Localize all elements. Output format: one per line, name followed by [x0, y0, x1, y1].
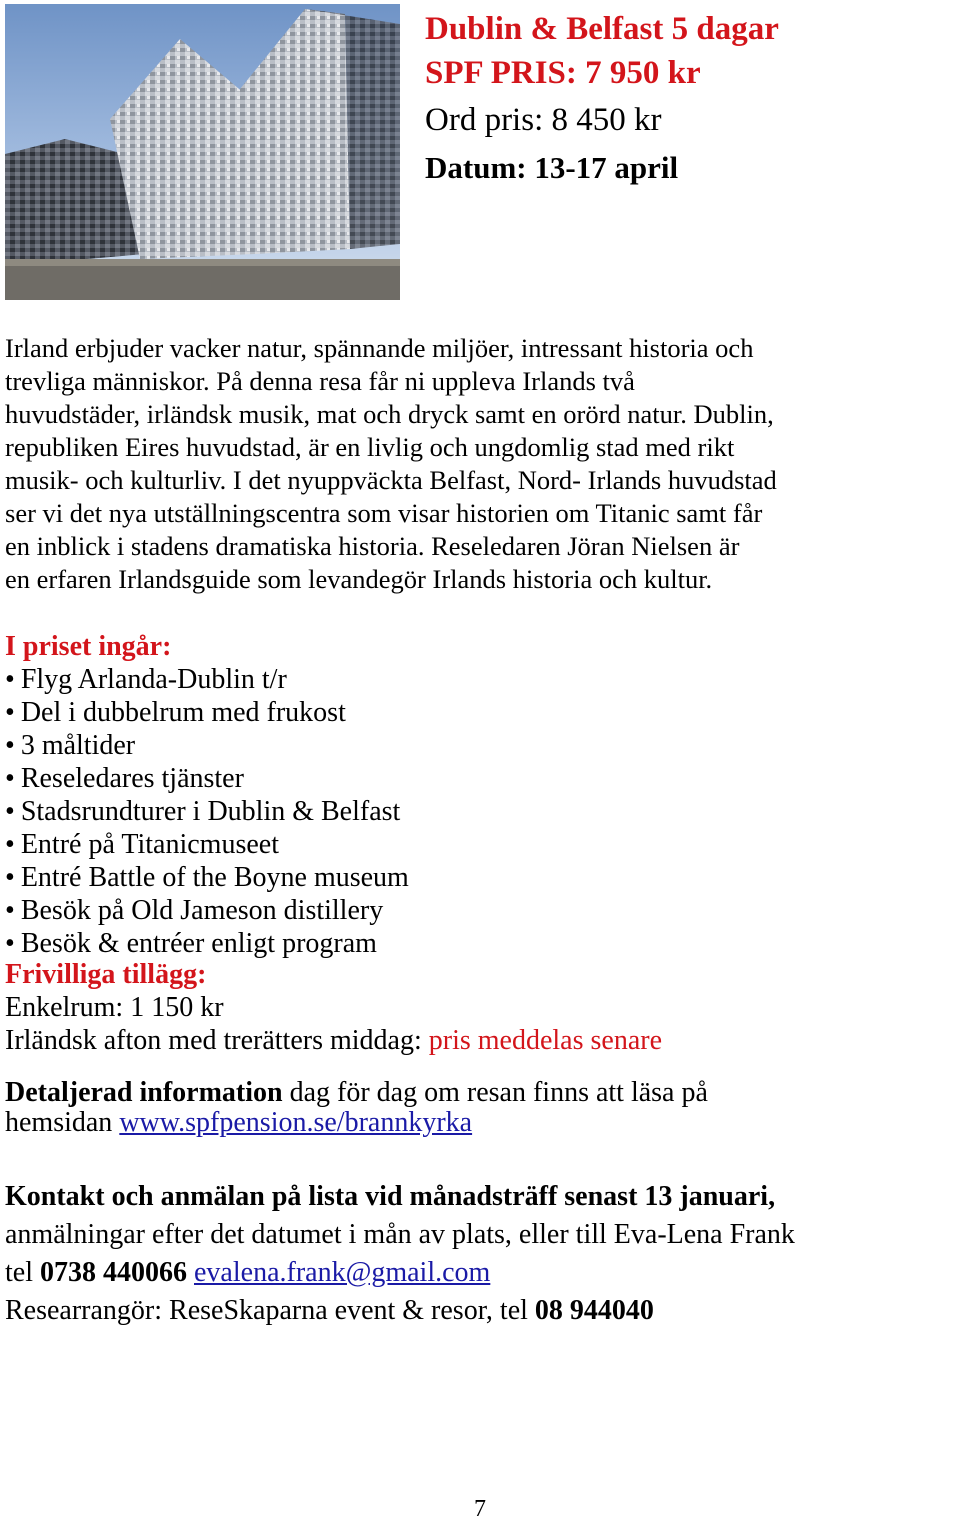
contact-section	[5, 1178, 955, 1330]
bullet-icon: •	[5, 928, 15, 959]
irish-evening-line	[5, 1024, 955, 1057]
optional-section	[5, 958, 955, 1057]
list-item-text: 3 måltider	[20, 730, 136, 761]
intro-line: republiken Eires huvudstad, är en livlig och ungdomlig stad med rikt	[5, 432, 735, 462]
contact-phone: 0738 440066	[40, 1257, 187, 1288]
list-item	[5, 663, 955, 696]
irish-evening-price: pris meddelas senare	[428, 1025, 662, 1056]
list-item	[5, 729, 955, 762]
intro-line: en erfaren Irlandsguide som levandegör Irlands historia och kultur.	[5, 564, 713, 594]
list-item-text: Del i dubbelrum med frukost	[20, 697, 346, 728]
details-paragraph	[5, 1078, 885, 1138]
list-item-text: Besök & entréer enligt program	[20, 928, 377, 959]
list-item-text: Entré på Titanicmuseet	[20, 829, 279, 860]
organizer-phone: 08 944040	[534, 1295, 654, 1326]
details-text: dag för dag om resan finns att läsa på	[282, 1077, 708, 1108]
list-item	[5, 795, 955, 828]
organizer-line	[5, 1292, 955, 1330]
list-item	[5, 861, 955, 894]
list-item-text: Entré Battle of the Boyne museum	[20, 862, 409, 893]
list-item	[5, 828, 955, 861]
email-link[interactable]: evalena.frank@gmail.com	[194, 1257, 491, 1288]
page-number: 7	[474, 1496, 486, 1522]
list-item-text: Besök på Old Jameson distillery	[20, 895, 384, 926]
intro-line: ser vi det nya utställningscentra som visar historien om Titanic samt får	[5, 498, 763, 528]
contact-heading-text: Kontakt och anmälan på lista vid månadsträff senast 13 januari,	[5, 1181, 776, 1212]
intro-line: Irland erbjuder vacker natur, spännande miljöer, intressant historia och	[5, 333, 754, 363]
intro-paragraph	[5, 332, 960, 596]
list-item	[5, 696, 955, 729]
bullet-icon: •	[5, 730, 15, 761]
details-text-2: hemsidan	[5, 1107, 120, 1138]
titanic-building-photo	[5, 4, 400, 300]
list-item	[5, 894, 955, 927]
irish-evening-label: Irländsk afton med trerätters middag:	[5, 1025, 429, 1056]
list-item-text: Stadsrundturer i Dublin & Belfast	[20, 796, 401, 827]
trip-header	[425, 8, 945, 191]
bullet-icon: •	[5, 829, 15, 860]
included-list	[5, 663, 955, 960]
optional-heading: Frivilliga tillägg:	[5, 959, 207, 990]
intro-line: trevliga människor. På denna resa får ni uppleva Irlands två	[5, 366, 635, 396]
included-heading: I priset ingår:	[5, 631, 172, 662]
list-item	[5, 927, 955, 960]
bullet-icon: •	[5, 895, 15, 926]
ordinary-price: Ord pris: 8 450 kr	[425, 102, 662, 138]
bullet-icon: •	[5, 796, 15, 827]
bullet-icon: •	[5, 664, 15, 695]
trip-title: Dublin & Belfast 5 dagar	[425, 11, 779, 47]
included-section	[5, 630, 955, 960]
list-item-text: Reseledares tjänster	[20, 763, 244, 794]
intro-line: en inblick i stadens dramatiska historia. Reseledaren Jöran Nielsen är	[5, 531, 740, 561]
organizer-label: Researrangör: ReseSkaparna event & resor, tel	[5, 1295, 535, 1326]
website-link[interactable]: www.spfpension.se/brannkyrka	[119, 1107, 473, 1138]
trip-date: Datum: 13-17 april	[425, 150, 679, 185]
contact-line: anmälningar efter det datumet i mån av plats, eller till Eva-Lena Frank	[5, 1219, 795, 1250]
tel-label: tel	[5, 1257, 40, 1288]
intro-line: huvudstäder, irländsk musik, mat och dryck samt en orörd natur. Dublin,	[5, 399, 774, 429]
single-room-price: Enkelrum: 1 150 kr	[5, 992, 224, 1023]
spf-price: SPF PRIS: 7 950 kr	[425, 55, 701, 91]
list-item-text: Flyg Arlanda-Dublin t/r	[20, 664, 287, 695]
bullet-icon: •	[5, 862, 15, 893]
bullet-icon: •	[5, 763, 15, 794]
details-lead: Detaljerad information	[5, 1077, 283, 1108]
intro-line: musik- och kulturliv. I det nyuppväckta Belfast, Nord- Irlands huvudstad	[5, 465, 777, 495]
contact-heading	[5, 1178, 955, 1216]
list-item	[5, 762, 955, 795]
bullet-icon: •	[5, 697, 15, 728]
contact-phone-line	[5, 1254, 955, 1292]
